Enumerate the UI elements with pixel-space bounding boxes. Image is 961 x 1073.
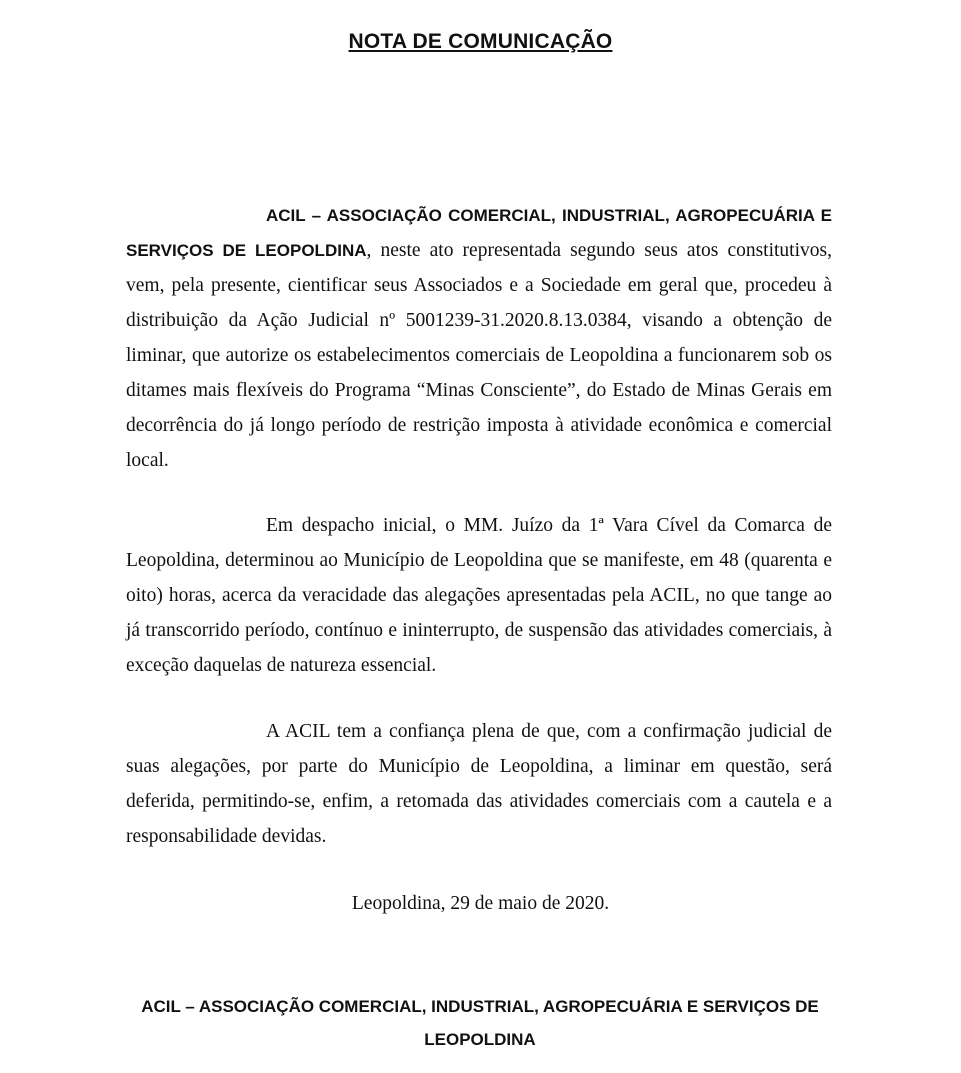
- paragraph-1: [126, 198, 832, 478]
- paragraph-3-text: A ACIL tem a confiança plena de que, com a confirmação judicial de suas alegações, por parte do Município de Leopoldina, a liminar em questão, será deferida, permitindo-se, enfim, a retomada das atividades comerciais com a cautela e a responsabilidade devidas.: [126, 721, 832, 847]
- paragraph-3: [126, 714, 832, 854]
- document-title: NOTA DE COMUNICAÇÃO: [348, 30, 613, 53]
- paragraph-2: [126, 508, 832, 683]
- date-line: Leopoldina, 29 de maio de 2020.: [351, 893, 610, 914]
- paragraph-2-text: Em despacho inicial, o MM. Juízo da 1ª Vara Cível da Comarca de Leopoldina, determinou ao Município de Leopoldina que se manifeste, em 48 (quarenta e oito) horas, acerca da veracidade das alegações apresentadas pela ACIL, no que tange ao já transcorrido período, contínuo e ininterrupto, de suspensão das atividades comerciais, à exceção daquelas de natureza essencial.: [126, 515, 832, 676]
- signature-block: ACIL – ASSOCIAÇÃO COMERCIAL, INDUSTRIAL, AGROPECUÁRIA E SERVIÇOS DE LEOPOLDINA: [141, 997, 819, 1049]
- paragraph-1-text: , neste ato representada segundo seus atos constitutivos, vem, pela presente, cientificar seus Associados e a Sociedade em geral que, procedeu à distribuição da Ação Judicial nº 5001239-31.2020.8.13.0384, visando a obtenção de liminar, que autorize os estabelecimentos comerciais de Leopoldina a funcionarem sob os ditames mais flexíveis do Programa “Minas Consciente”, do Estado de Minas Gerais em decorrência do já longo período de restrição imposta à atividade econômica e comercial local.: [126, 240, 832, 471]
- organization-name: ACIL – ASSOCIAÇÃO COMERCIAL, INDUSTRIAL, AGROPECUÁRIA E SERVIÇOS DE LEOPOLDINA: [126, 206, 832, 260]
